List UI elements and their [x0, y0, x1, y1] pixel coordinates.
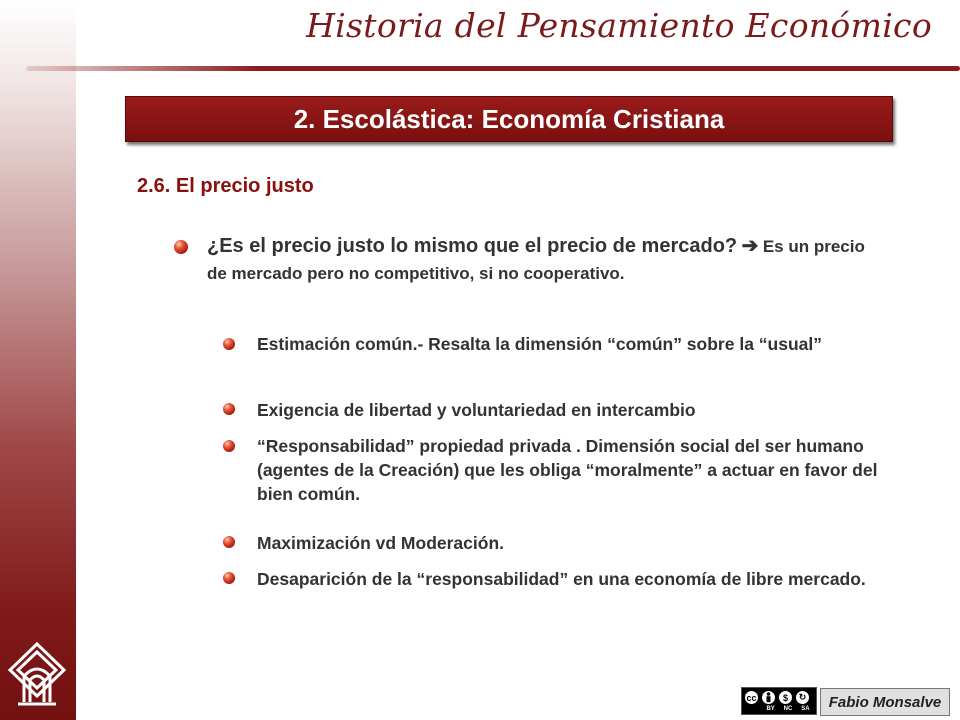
slide-title-box	[125, 96, 893, 142]
sub-bullet-item: Estimación común.- Resalta la dimensión “común” sobre la “usual”	[257, 334, 822, 354]
bullet-icon	[223, 403, 235, 415]
university-logo	[6, 640, 68, 708]
arrow-icon: ➔	[741, 235, 759, 257]
license-label-sa: SA	[801, 706, 810, 712]
sub-bullet-item: Desaparición de la “responsabilidad” en una economía de libre mercado.	[257, 569, 866, 589]
header-divider	[26, 66, 960, 71]
main-bullet-question: ¿Es el precio justo lo mismo que el precio de mercado?	[207, 235, 738, 257]
section-subtitle: 2.6. El precio justo	[137, 175, 314, 197]
sa-icon: ↻	[795, 690, 810, 705]
course-title: Historia del Pensamiento Económico	[306, 6, 932, 45]
nc-icon: $	[778, 690, 793, 705]
main-bullet-answer: Es un precio de mercado pero no competitivo, si no cooperativo.	[207, 237, 865, 283]
by-icon	[761, 690, 776, 705]
bullet-icon	[223, 536, 235, 548]
bullet-icon	[174, 240, 188, 254]
bullet-icon	[223, 440, 235, 452]
bullet-icon	[223, 572, 235, 584]
slide-title: 2. Escolástica: Economía Cristiana	[293, 103, 725, 134]
sidebar-gradient	[0, 0, 76, 720]
license-label-by: BY	[766, 706, 775, 712]
author-name: Fabio Monsalve	[820, 688, 950, 716]
sub-bullet-item: “Responsabilidad” propiedad privada . Dimensión social del ser humano (agentes de la Creación) que les obliga “moralmente” a actuar en favor del bien común.	[257, 436, 878, 504]
license-label-nc: NC	[783, 706, 793, 712]
main-bullet-text	[207, 233, 887, 288]
bullet-icon	[223, 338, 235, 350]
sub-bullet-item: Maximización vd Moderación.	[257, 533, 504, 553]
cc-icon: cc	[744, 690, 759, 705]
cc-license-badge[interactable]	[741, 687, 817, 715]
sub-bullet-item: Exigencia de libertad y voluntariedad en intercambio	[257, 400, 696, 420]
